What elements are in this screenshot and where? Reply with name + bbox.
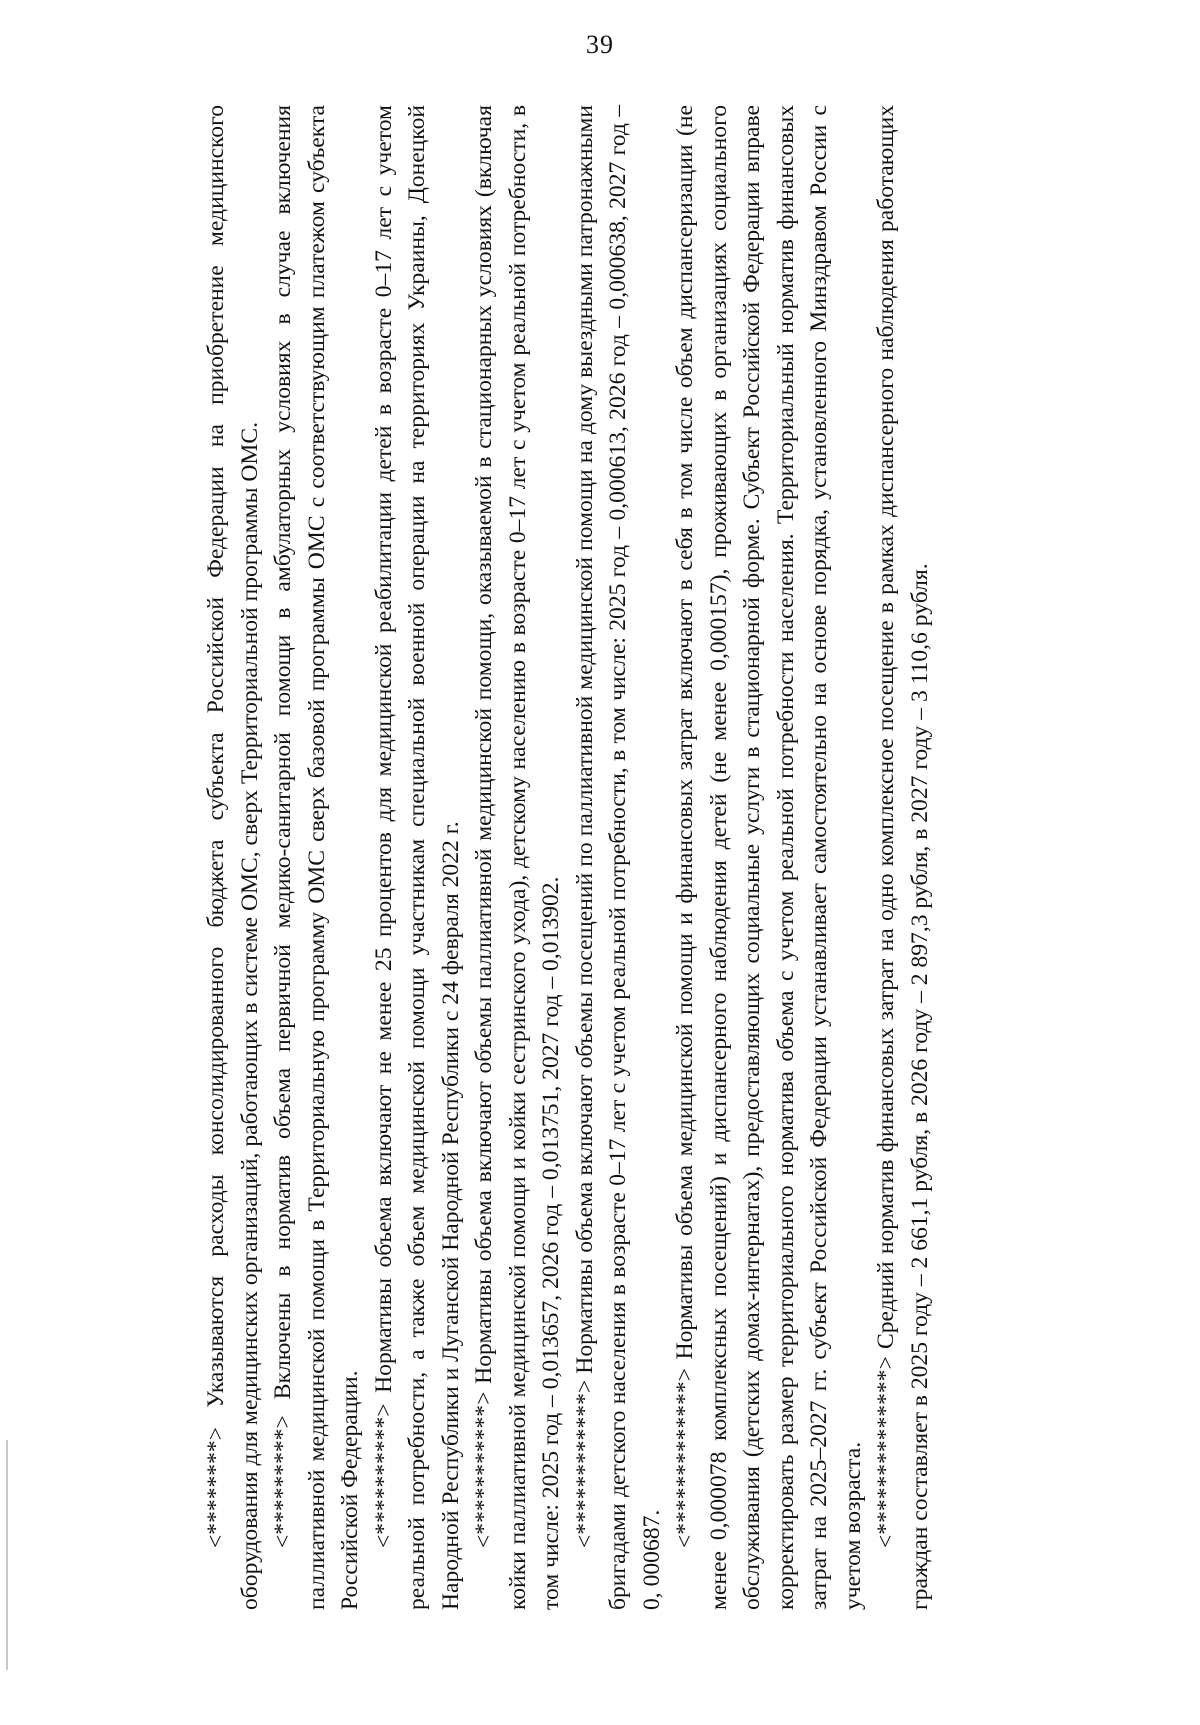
- footnote-marker: <*********>: [270, 1415, 296, 1548]
- footnote-marker: <************>: [571, 1379, 598, 1548]
- footnote-text: Указываются расходы консолидированного бюджета субъекта Российской Федерации на приобретение медицинского оборудования для медицинских организаций, работающих в системе ОМС, сверх Территориальной программы ОМС.: [203, 105, 263, 1610]
- footnote-text: Нормативы объема медицинской помощи и финансовых затрат включают в себя в том числе объем диспансеризации (не менее 0,000078 комплексных посещений) и диспансерного наблюдения детей (не менее 0,000157), проживающих в организациях социального обслуживания (детских домах-интернатах), предоставляющих социальные услуги в стационарной форме. Субъект Российской Федерации вправе корректировать размер территориального норматива объема с учетом реальной потребности населения. Территориальный норматив финансовых затрат на 2025–2027 гг. субъект Российской Федерации устанавливает самостоятельно на основе порядка, установленного Минздравом России с учетом возраста.: [672, 105, 866, 1610]
- scan-margin-line: [6, 1440, 8, 1670]
- footnote-11: [468, 105, 569, 1610]
- footnote-8: [200, 105, 267, 1610]
- footnote-text: Нормативы объема включают объемы посещений по паллиативной медицинской помощи на дому выездными патронажными бригадами детского населения в возрасте 0–17 лет с учетом реальной потребности, в том числе: 2025 год – 0,000613, 2026 год – 0,000638, 2027 год – 0, 000687.: [571, 105, 665, 1610]
- footnote-text: Нормативы объема включают не менее 25 процентов для медицинской реабилитации детей в возрасте 0–17 лет с учетом реальной потребности, а также объем медицинской помощи участникам специальной военной операции на территориях Украины, Донецкой Народной Республики и Луганской Народной Республики с 24 февраля 2022 г.: [370, 105, 464, 1610]
- footnote-text: Включены в норматив объема первичной медико-санитарной помощи в амбулаторных условиях в случае включения паллиативной медицинской помощи в Территориальную программу ОМС сверх базовой программы ОМС с соответствующим платежом субъекта Российской Федерации.: [270, 105, 363, 1610]
- footnote-marker: <********>: [203, 1427, 229, 1548]
- footnote-13: [669, 105, 870, 1610]
- footnote-marker: <**********>: [370, 1403, 397, 1548]
- footnote-marker: <*************>: [672, 1368, 698, 1548]
- footnote-9: [267, 105, 368, 1610]
- page-number: 39: [586, 30, 614, 59]
- footnote-10: [368, 105, 469, 1610]
- footnote-text: Средний норматив финансовых затрат на одно комплексное посещение в рамках диспансерного наблюдения работающих граждан составляет в 2025 году – 2 661,1 рубля, в 2026 году – 2 897,3 рубля, в 2027 году – 3 110,6 рубля.: [873, 105, 933, 1610]
- footnote-14: [870, 105, 937, 1610]
- footnote-marker: <**************>: [873, 1356, 899, 1548]
- footnote-text: Нормативы объема включают объемы паллиативной медицинской помощи, оказываемой в стационарных условиях (включая койки паллиативной медицинской помощи и койки сестринского ухода), детскому населению в возрасте 0–17 лет с учетом реальной потребности, в том числе: 2025 год – 0,013657, 2026 год – 0,013751, 2027 год – 0,013902.: [471, 105, 564, 1610]
- rotated-text-block: [200, 105, 937, 1610]
- footnote-12: [569, 105, 670, 1610]
- footnotes: [200, 105, 937, 1610]
- footnote-marker: <***********>: [471, 1391, 497, 1548]
